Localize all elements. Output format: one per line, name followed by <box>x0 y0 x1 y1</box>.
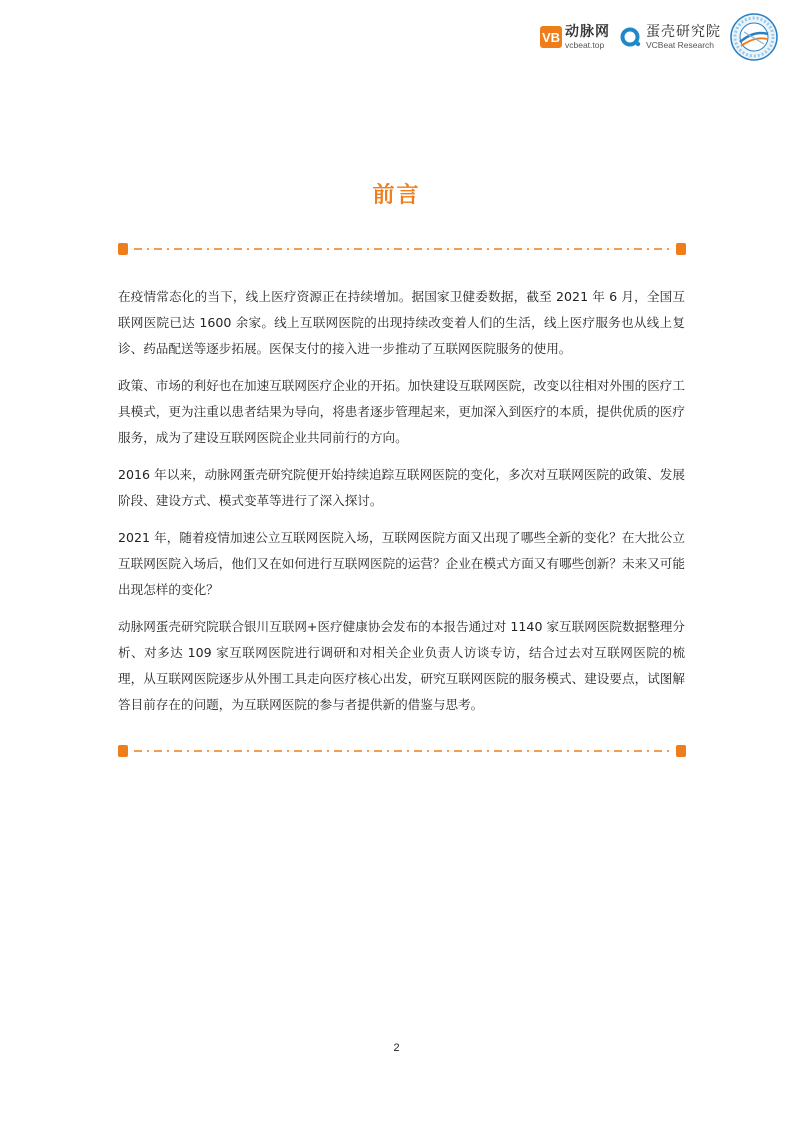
bottom-divider <box>118 745 686 757</box>
research-english-name: VCBeat Research <box>646 39 715 50</box>
page-header <box>540 12 779 62</box>
vcbeat-logo-mark: VB <box>540 26 562 48</box>
research-logo-icon <box>620 26 642 48</box>
research-name: 蛋壳研究院 <box>646 23 721 40</box>
preface-body <box>118 284 685 729</box>
vcbeat-name: 动脉网 <box>565 23 610 40</box>
paragraph: 2021 年，随着疫情加速公立互联网医院入场，互联网医院方面又出现了哪些全新的变化？在大批公立互联网医院入场后，他们又在如何进行互联网医院的运营？企业在模式方面又有哪些创新？未来又可能出现怎样的变化？ <box>118 530 685 597</box>
page-number: 2 <box>393 1042 400 1054</box>
paragraph: 动脉网蛋壳研究院联合银川互联网+医疗健康协会发布的本报告通过对 1140 家互联网医院数据整理分析、对多达 109 家互联网医院进行调研和对相关企业负责人访谈专访，结合过去对互联网医院的梳理，从互联网医院逐步从外围工具走向医疗核心出发，研究互联网医院的服务模式、建设要点，试图解答目前存在的问题，为互联网医院的参与者提供新的借鉴与思考。 <box>118 619 685 712</box>
page-title: 前言 <box>372 183 421 208</box>
paragraph: 在疫情常态化的当下，线上医疗资源正在持续增加。据国家卫健委数据，截至 2021 年 6 月，全国互联网医院已达 1600 余家。线上互联网医院的出现持续改变着人们的生活，线上医疗服务也从线上复诊、药品配送等逐步拓展。医保支付的接入进一步推动了互联网医院服务的使用。 <box>118 289 685 356</box>
top-divider <box>118 243 686 255</box>
vcbeat-logo <box>540 25 610 50</box>
vcbeat-url: vcbeat.top <box>565 39 605 50</box>
paragraph: 2016 年以来，动脉网蛋壳研究院便开始持续追踪互联网医院的变化，多次对互联网医院的政策、发展阶段、建设方式、模式变革等进行了深入探讨。 <box>118 467 685 508</box>
vcbeat-research-logo <box>620 25 721 50</box>
paragraph: 政策、市场的利好也在加速互联网医疗企业的开拓。加快建设互联网医院，改变以往相对外围的医疗工具模式，更为注重以患者结果为导向，将患者逐步管理起来，更加深入到医疗的本质，提供优质的医疗服务，成为了建设互联网医院企业共同前行的方向。 <box>118 378 685 445</box>
research-emblem-icon <box>729 12 779 62</box>
